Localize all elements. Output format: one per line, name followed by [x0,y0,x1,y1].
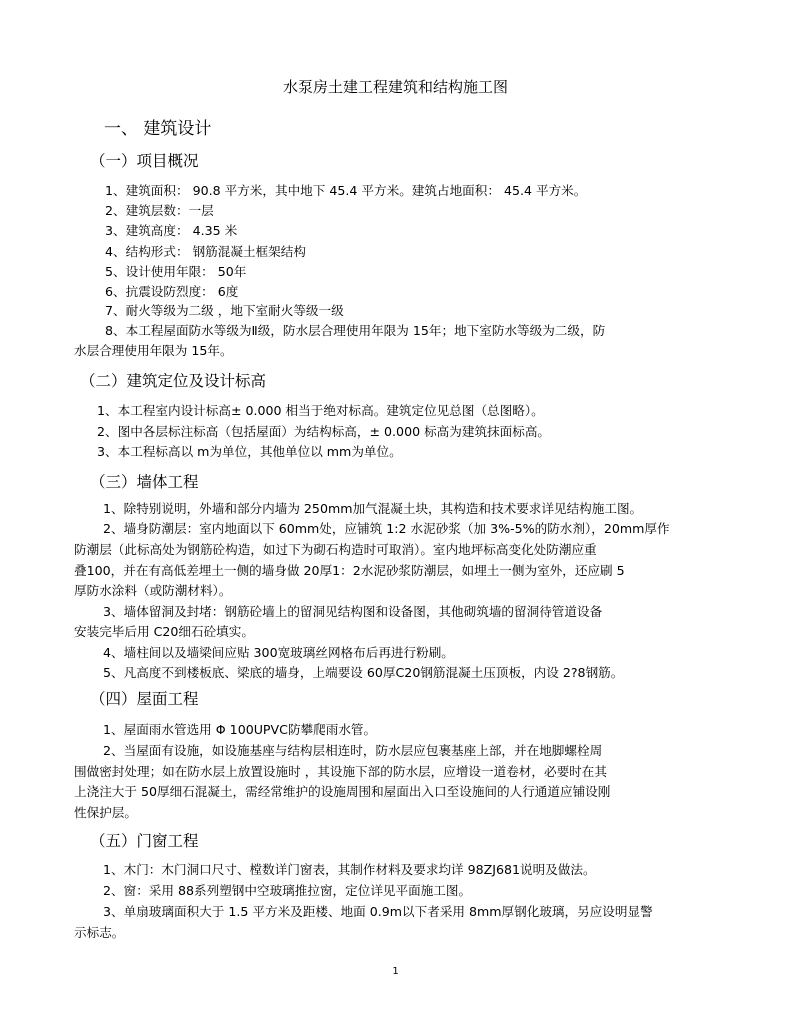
overview-line: 7、耐火等级为二级 ，地下室耐火等级一级 [105,303,344,318]
doors-windows-line: 2、窗：采用 88系列塑钢中空玻璃推拉窗，定位详见平面施工图。 [103,883,472,898]
walls-line: 2、墙身防潮层：室内地面以下 60mm处，应铺筑 1:2 水泥砂浆（加 3%-5%的防水剂），20mm厚作 [103,521,670,536]
walls-line: 4、墙柱间以及墙梁间应贴 300宽玻璃丝网格布后再进行粉刷。 [103,645,454,660]
document-title: 水泵房土建工程建筑和结构施工图 [282,78,508,96]
walls-line: 5、凡高度不到楼板底、梁底的墙身，上端要设 60厚C20钢筋混凝土压顶板，内设 2?8钢筋。 [103,665,624,680]
doors-windows-line: 1、木门：木门洞口尺寸、樘数详门窗表，其制作材料及要求均详 98ZJ681说明及做法。 [103,862,596,877]
roof-line: 性保护层。 [74,805,137,820]
page-number: 1 [392,966,399,977]
overview-line: 4、结构形式： 钢筋混凝土框架结构 [105,244,306,259]
subsection-heading-overview: （一）项目概况 [90,152,199,170]
subsection-heading-walls: （三）墙体工程 [90,473,199,491]
walls-line: 防潮层（此标高处为钢筋砼构造，如过下为砌石构造时可取消）。室内地坪标高变化处防潮应重 [74,542,597,557]
positioning-line: 1、本工程室内设计标高± 0.000 相当于绝对标高。建筑定位见总图（总图略）。 [97,403,544,418]
roof-line: 2、当屋面有设施，如设施基座与结构层相连时，防水层应包裹基座上部，并在地脚螺栓周 [103,743,603,758]
subsection-heading-roof: （四）屋面工程 [90,690,199,708]
overview-line: 3、建筑高度： 4.35 米 [105,223,238,238]
overview-line: 1、建筑面积： 90.8 平方米，其中地下 45.4 平方米。建筑占地面积： 45.4 平方米。 [105,183,587,198]
section-heading-architecture: 一、 建筑设计 [104,119,212,139]
roof-line: 围做密封处理；如在防水层上放置设施时 ，其设施下部的防水层，应增设一道卷材，必要时在其 [74,764,607,779]
overview-line: 8、本工程屋面防水等级为Ⅱ级，防水层合理使用年限为 15年；地下室防水等级为二级，防 [105,323,606,338]
walls-line: 3、墙体留洞及封堵：钢筋砼墙上的留洞见结构图和设备图，其他砌筑墙的留洞待管道设备 [103,604,603,619]
positioning-line: 2、图中各层标注标高（包括屋面）为结构标高，± 0.000 标高为建筑抹面标高。 [97,424,551,439]
subsection-heading-positioning: （二）建筑定位及设计标高 [80,372,267,390]
walls-line: 叠100，并在有高低差埋土一侧的墙身做 20厚1：2水泥砂浆防潮层，如埋土一侧为室外，还应刷 5 [74,563,625,578]
walls-line: 安装完毕后用 C20细石砼填实。 [74,624,254,639]
overview-line: 6、抗震设防烈度： 6度 [105,284,239,299]
overview-line: 水层合理使用年限为 15年。 [74,343,233,358]
doors-windows-line: 3、单扇玻璃面积大于 1.5 平方米及距楼、地面 0.9m以下者采用 8mm厚钢化玻璃，另应设明显警 [103,904,653,919]
subsection-heading-doors-windows: （五）门窗工程 [90,832,199,850]
overview-line: 5、设计使用年限： 50年 [105,264,247,279]
overview-line: 2、建筑层数：一层 [105,203,214,218]
roof-line: 1、屋面雨水管选用 Φ 100UPVC防攀爬雨水管。 [103,722,377,737]
positioning-line: 3、本工程标高以 m为单位，其他单位以 mm为单位。 [97,444,402,459]
walls-line: 1、除特别说明，外墙和部分内墙为 250mm加气混凝土块，其构造和技术要求详见结构施工图。 [103,501,643,516]
walls-line: 厚防水涂料（或防潮材料）。 [74,583,232,598]
roof-line: 上浇注大于 50厚细石混凝土，需经常维护的设施周围和屋面出入口至设施间的人行通道应铺设刚 [74,784,611,799]
doors-windows-line: 示标志。 [74,925,125,940]
